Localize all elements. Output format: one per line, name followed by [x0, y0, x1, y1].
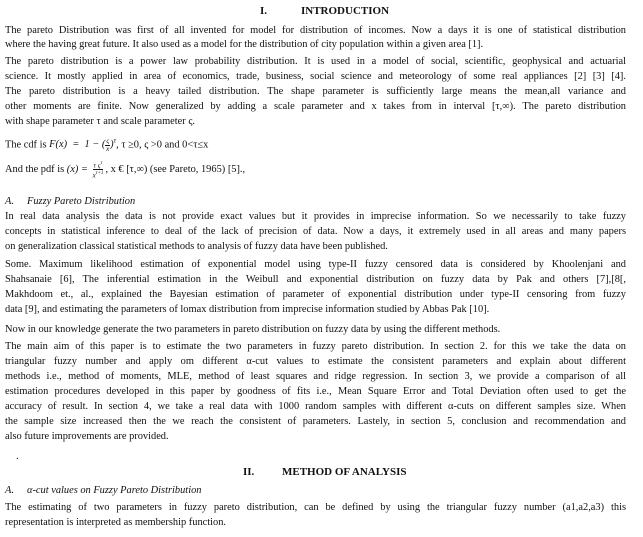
subsection-title: α-cut values on Fuzzy Pareto Distribution	[27, 485, 202, 496]
subsection-label: A.	[5, 485, 14, 496]
paragraph-line: concepts in statistical inference to deal of the lack of precision of data. Now a days, it extremely used in all areas and many papers	[5, 226, 626, 237]
paragraph-line: The pareto distribution is a heavy tailed distribution. The shape parameter is sufficiently large means the mean,all variance and	[5, 86, 626, 97]
stray-dot: .	[16, 451, 19, 462]
cdf-formula: F(x) = 1 − ( $\frac{\varsigma}{x}$ )$^\tau$	[49, 136, 117, 153]
paragraph-line: Makhdoom et., al., explained the Bayesian estimation of parameter of exponential distribution under type-II censoring from fuzzy	[5, 289, 626, 300]
paragraph-line: The pareto Distribution was first of all invented for model for distribution of incomes. Now a days it is one of statistical distribution	[5, 25, 626, 36]
cdf-suffix: , τ ≥0, ς >0 and 0<τ≤x	[116, 139, 209, 151]
pdf-suffix: , x € [τ,∞) (see Pareto, 1965) [5].,	[105, 164, 246, 176]
subsection-title: Fuzzy Pareto Distribution	[27, 196, 136, 207]
paragraph-line: the sample size increased then the we reach the consistent of parameters. Lastely, in section 5, conclusion and recommendation and	[5, 416, 626, 427]
paragraph-line: representation is interpreted as membership function.	[5, 517, 227, 528]
paragraph-line: triangular fuzzy number and apply om different α-cut values to estimate the consistent parameters and explain about different	[5, 356, 626, 367]
paragraph-line: The estimating of two parameters in fuzzy pareto distribution, can be defined by using the triangular fuzzy number (a1,a2,a3) this	[5, 502, 626, 513]
paragraph-line: The main aim of this paper is to estimate the two parameters in fuzzy pareto distribution. In section 2. for this we take the data on	[5, 341, 626, 352]
paragraph-line: The pareto distribution is a power law probability distribution. It is used in a model of social, scientific, geophysical and actuarial	[5, 56, 626, 67]
subsection-label: A.	[5, 196, 14, 207]
paragraph-line: with shape parameter τ and scale parameter ς.	[5, 116, 196, 127]
paragraph-line: accuracy of result. In section 4, we take a real data with 1000 random samples with different α-cuts on different samples size. When	[5, 401, 626, 412]
paragraph-line: methods i.e., method of moments, MLE, method of least squares and ridge regression. In section 3, we provide a comparison of all	[5, 371, 626, 382]
paragraph-line: also future improvements are provided.	[5, 431, 169, 442]
paragraph-line: Now in our knowledge generate the two parameters in pareto distribution on fuzzy data by using the different methods.	[5, 324, 501, 335]
cdf-line	[5, 135, 208, 153]
paragraph-line: data [9], and estimating the parameters of lomax distribution from imprecise information studied by Abbas Pak [10].	[5, 304, 490, 315]
paragraph-line: on generalization classical statistical methods to analysis of fuzzy data have been published.	[5, 241, 388, 252]
pdf-line	[5, 160, 245, 180]
paragraph-line: where the having great future. It also used as a model for the distribution of city population within a given area [1].	[5, 39, 484, 50]
section-numeral: II.	[243, 466, 255, 478]
paragraph-line: Some. Maximum likelihood estimation of exponential model using type-II fuzzy censored data is considered by Khoolenjani and	[5, 259, 626, 270]
pdf-lhs: (x) =	[66, 164, 88, 176]
section-title: METHOD OF ANALYSIS	[282, 466, 407, 478]
section-title: INTRODUCTION	[301, 5, 390, 17]
pdf-fraction: $\frac{\tau \varsigma^\tau}{x^{\tau+1}}$	[92, 161, 104, 180]
pdf-prefix: And the pdf is	[5, 164, 67, 176]
paragraph-line: science. It mostly applied in area of economics, trade, business, social science and meteorology of some real appliances [2] [3] [4].	[5, 71, 626, 82]
paragraph-line: estimation procedures developed in this paper by goodness of fits i.e., Mean Square Error and Total Deviation often used to get the	[5, 386, 626, 397]
paragraph-line: In real data analysis the data is not provide exact values but it provides in imprecise information. So we necessarily to take fuzzy	[5, 211, 626, 222]
paragraph-line: Shahsanaie [6], The inferential estimation in the Weibull and exponential distribution on fuzzy data by Pak and others [7],[8[,	[5, 274, 626, 285]
paragraph-line: other moments are finite. Now generalized by adding a scale parameter and x takes from in interval [τ,∞). The pareto distribution	[5, 101, 626, 112]
cdf-prefix: The cdf is	[5, 139, 50, 151]
section-numeral: I.	[260, 5, 268, 17]
